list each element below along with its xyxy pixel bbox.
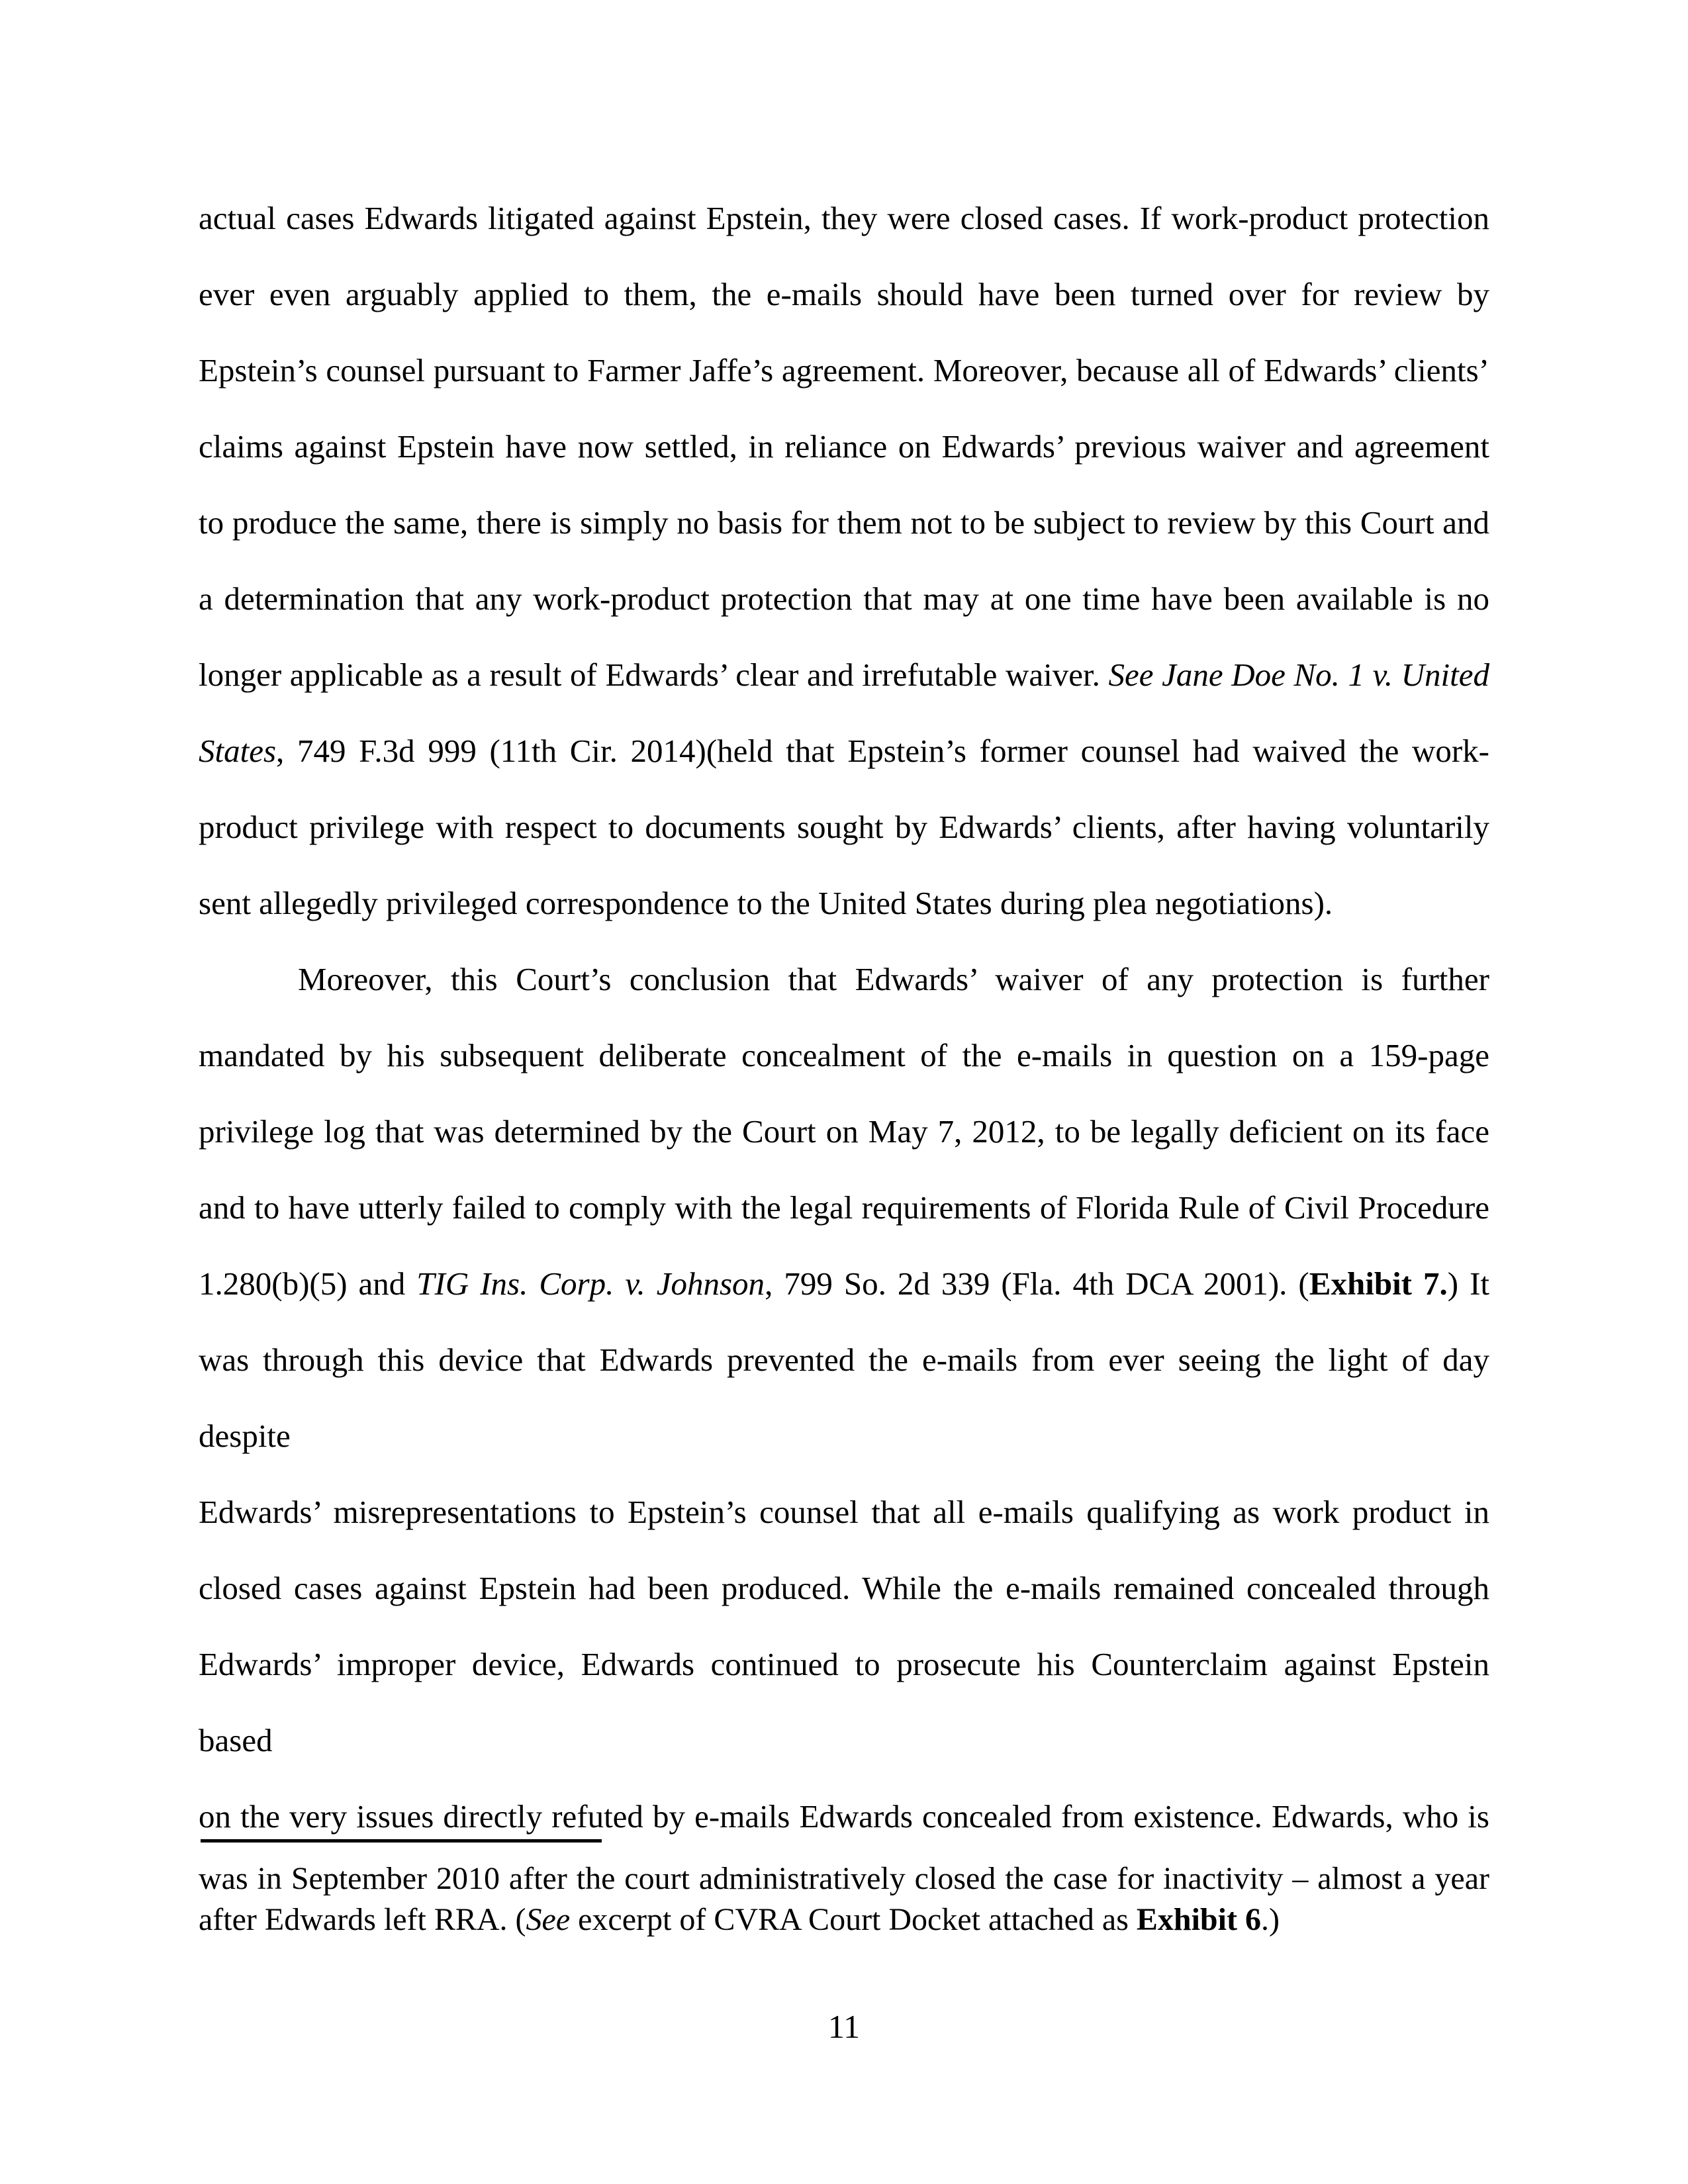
body-text: [199, 180, 1489, 1854]
text-segment: after Edwards left RRA. (: [199, 1902, 526, 1937]
text-line: [199, 1169, 1489, 1246]
page-number: 11: [827, 2008, 861, 2045]
text-segment: product privilege with respect to documents sought by Edwards’ clients, after having voluntarily: [199, 809, 1489, 845]
text-segment: .): [1260, 1902, 1280, 1937]
text-line: [199, 332, 1489, 408]
text-line: [199, 1017, 1489, 1093]
text-segment: was in September 2010 after the court administratively closed the case for inactivity – almost a year: [199, 1861, 1489, 1896]
text-segment: ever even arguably applied to them, the e-mails should have been turned over for review by: [199, 276, 1489, 312]
italic-text-segment: TIG Ins. Corp. v. Johnson: [416, 1265, 765, 1302]
footnote-text: [199, 1858, 1489, 1940]
text-segment: privilege log that was determined by the Court on May 7, 2012, to be legally deficient on its face: [199, 1113, 1489, 1150]
text-segment: , 749 F.3d 999 (11th Cir. 2014)(held that Epstein’s former counsel had waived the work-: [276, 733, 1489, 769]
text-line: [199, 1246, 1489, 1322]
text-line: [199, 180, 1489, 256]
text-segment: to produce the same, there is simply no basis for them not to be subject to review by this Court and: [199, 504, 1489, 541]
footnote-separator: [201, 1839, 602, 1843]
text-line: [199, 1858, 1489, 1899]
text-segment: excerpt of CVRA Court Docket attached as: [570, 1902, 1137, 1937]
text-line: [199, 1626, 1489, 1778]
text-segment: sent allegedly privileged correspondence to the United States during plea negotiations).: [199, 885, 1333, 921]
text-line: [199, 713, 1489, 789]
text-line: [199, 941, 1489, 1017]
text-segment: claims against Epstein have now settled, in reliance on Edwards’ previous waiver and agreement: [199, 428, 1489, 465]
paragraph: [199, 180, 1489, 941]
bold-text-segment: Exhibit 7.: [1309, 1265, 1448, 1302]
text-line: [199, 1322, 1489, 1474]
text-segment: mandated by his subsequent deliberate concealment of the e-mails in question on a 159-page: [199, 1037, 1489, 1073]
text-segment: was through this device that Edwards prevented the e-mails from ever seeing the light of day despite: [199, 1342, 1489, 1454]
text-segment: ) It: [1447, 1265, 1489, 1302]
text-segment: Edwards’ improper device, Edwards continued to prosecute his Counterclaim against Epstein based: [199, 1646, 1489, 1758]
text-segment: longer applicable as a result of Edwards’ clear and irrefutable waiver.: [199, 657, 1109, 693]
text-line: [199, 1474, 1489, 1550]
text-segment: , 799 So. 2d 339 (Fla. 4th DCA 2001). (: [765, 1265, 1309, 1302]
text-line: [199, 1778, 1489, 1854]
text-line: [199, 1093, 1489, 1169]
text-segment: on the very issues directly refuted by e-mails Edwards concealed from existence. Edwards, who is: [199, 1798, 1489, 1835]
text-segment: a determination that any work-product protection that may at one time have been available is no: [199, 580, 1489, 617]
paragraph: [199, 941, 1489, 1854]
text-segment: actual cases Edwards litigated against Epstein, they were closed cases. If work-product protection: [199, 200, 1489, 236]
text-line: [199, 256, 1489, 332]
text-line: [199, 1550, 1489, 1626]
text-segment: and to have utterly failed to comply with the legal requirements of Florida Rule of Civil Procedure: [199, 1189, 1489, 1226]
text-line: [199, 865, 1489, 941]
italic-text-segment: See: [526, 1902, 571, 1937]
text-segment: Moreover, this Court’s conclusion that Edwards’ waiver of any protection is further: [298, 961, 1489, 997]
text-segment: Epstein’s counsel pursuant to Farmer Jaffe’s agreement. Moreover, because all of Edwards’ clients’: [199, 352, 1489, 388]
text-line: [199, 408, 1489, 484]
text-segment: Edwards’ misrepresentations to Epstein’s counsel that all e-mails qualifying as work product in: [199, 1494, 1489, 1530]
text-segment: 1.280(b)(5) and: [199, 1265, 417, 1302]
text-segment: closed cases against Epstein had been produced. While the e-mails remained concealed through: [199, 1570, 1489, 1606]
text-line: [199, 1899, 1489, 1940]
italic-text-segment: States: [199, 733, 277, 769]
text-line: [199, 637, 1489, 713]
text-line: [199, 789, 1489, 865]
text-line: [199, 561, 1489, 637]
text-line: [199, 484, 1489, 561]
bold-text-segment: Exhibit 6: [1136, 1902, 1261, 1937]
italic-text-segment: See Jane Doe No. 1 v. United: [1108, 657, 1490, 693]
